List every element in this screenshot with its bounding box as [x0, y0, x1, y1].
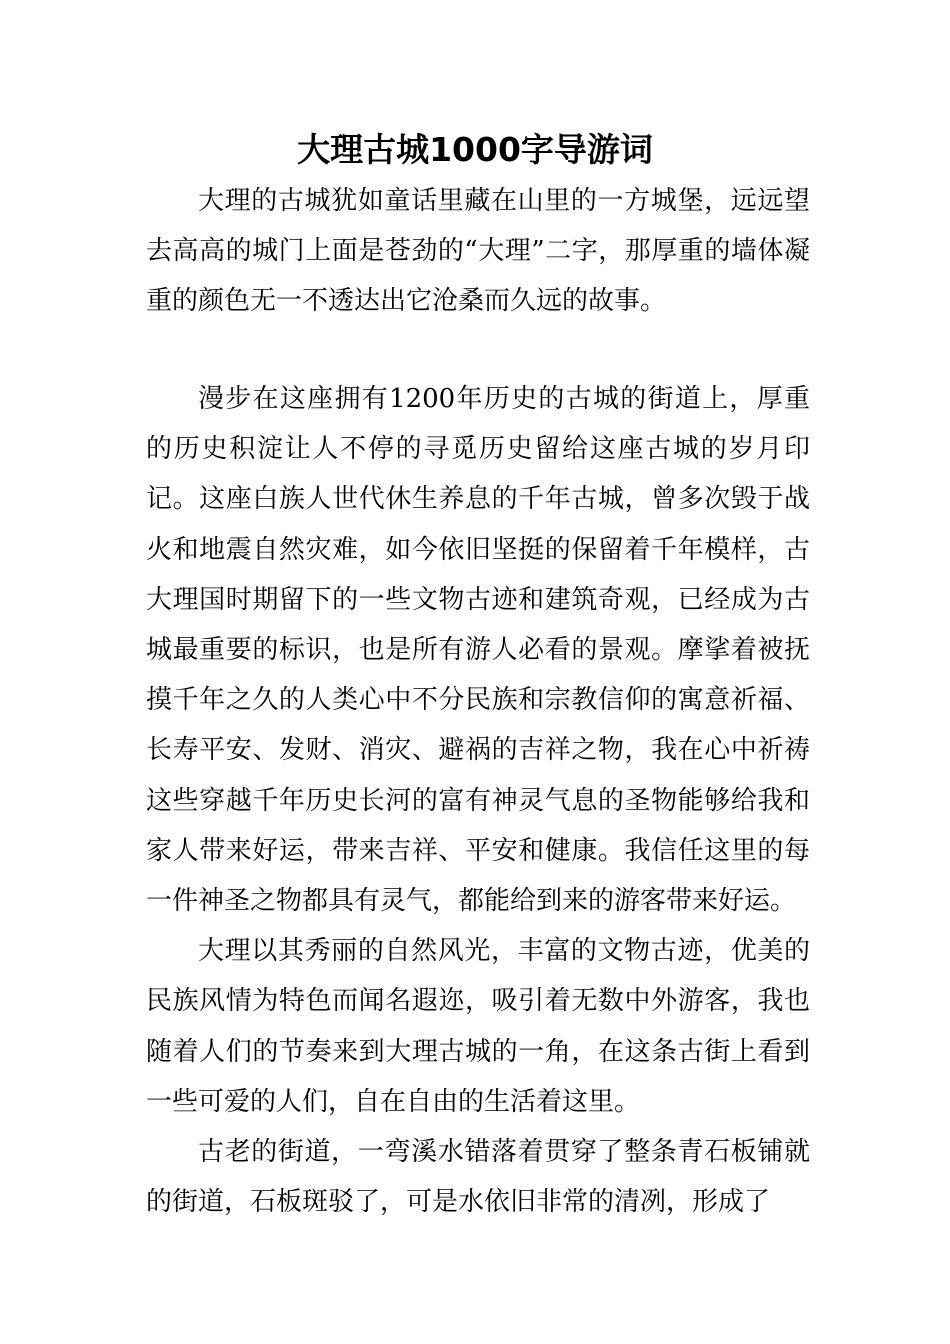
main-block [146, 374, 810, 1227]
paragraph-2: 漫步在这座拥有1200年历史的古城的街道上，厚重的历史积淀让人不停的寻觅历史留给这座古城的岁月印记。这座白族人世代休生养息的千年古城，曾多次毁于战火和地震自然灾难，如今依旧坚挺的保留着千年模样，古大理国时期留下的一些文物古迹和建筑奇观，已经成为古城最重要的标识，也是所有游人必看的景观。摩挲着被抚摸千年之久的人类心中不分民族和宗教信仰的寓意祈福、长寿平安、发财、消灾、避祸的吉祥之物，我在心中祈祷这些穿越千年历史长河的富有神灵气息的圣物能够给我和家人带来好运，带来吉祥、平安和健康。我信任这里的每一件神圣之物都具有灵气，都能给到来的游客带来好运。 [146, 384, 810, 917]
document-title: 大理古城1000字导游词 [297, 130, 653, 169]
intro-block [146, 176, 810, 327]
paragraph-3: 大理以其秀丽的自然风光，丰富的文物古迹，优美的民族风情为特色而闻名遐迩，吸引着无数中外游客，我也随着人们的节奏来到大理古城的一角，在这条古街上看到一些可爱的人们，自在自由的生活着这里。 [146, 936, 810, 1117]
paragraph-4: 古老的街道，一弯溪水错落着贯穿了整条青石板铺就的街道，石板斑驳了，可是水依旧非常的清冽，形成了 [146, 1137, 810, 1218]
paragraph-1: 大理的古城犹如童话里藏在山里的一方城堡，远远望去高高的城门上面是苍劲的“大理”二字，那厚重的墙体凝重的颜色无一不透达出它沧桑而久远的故事。 [146, 186, 810, 317]
